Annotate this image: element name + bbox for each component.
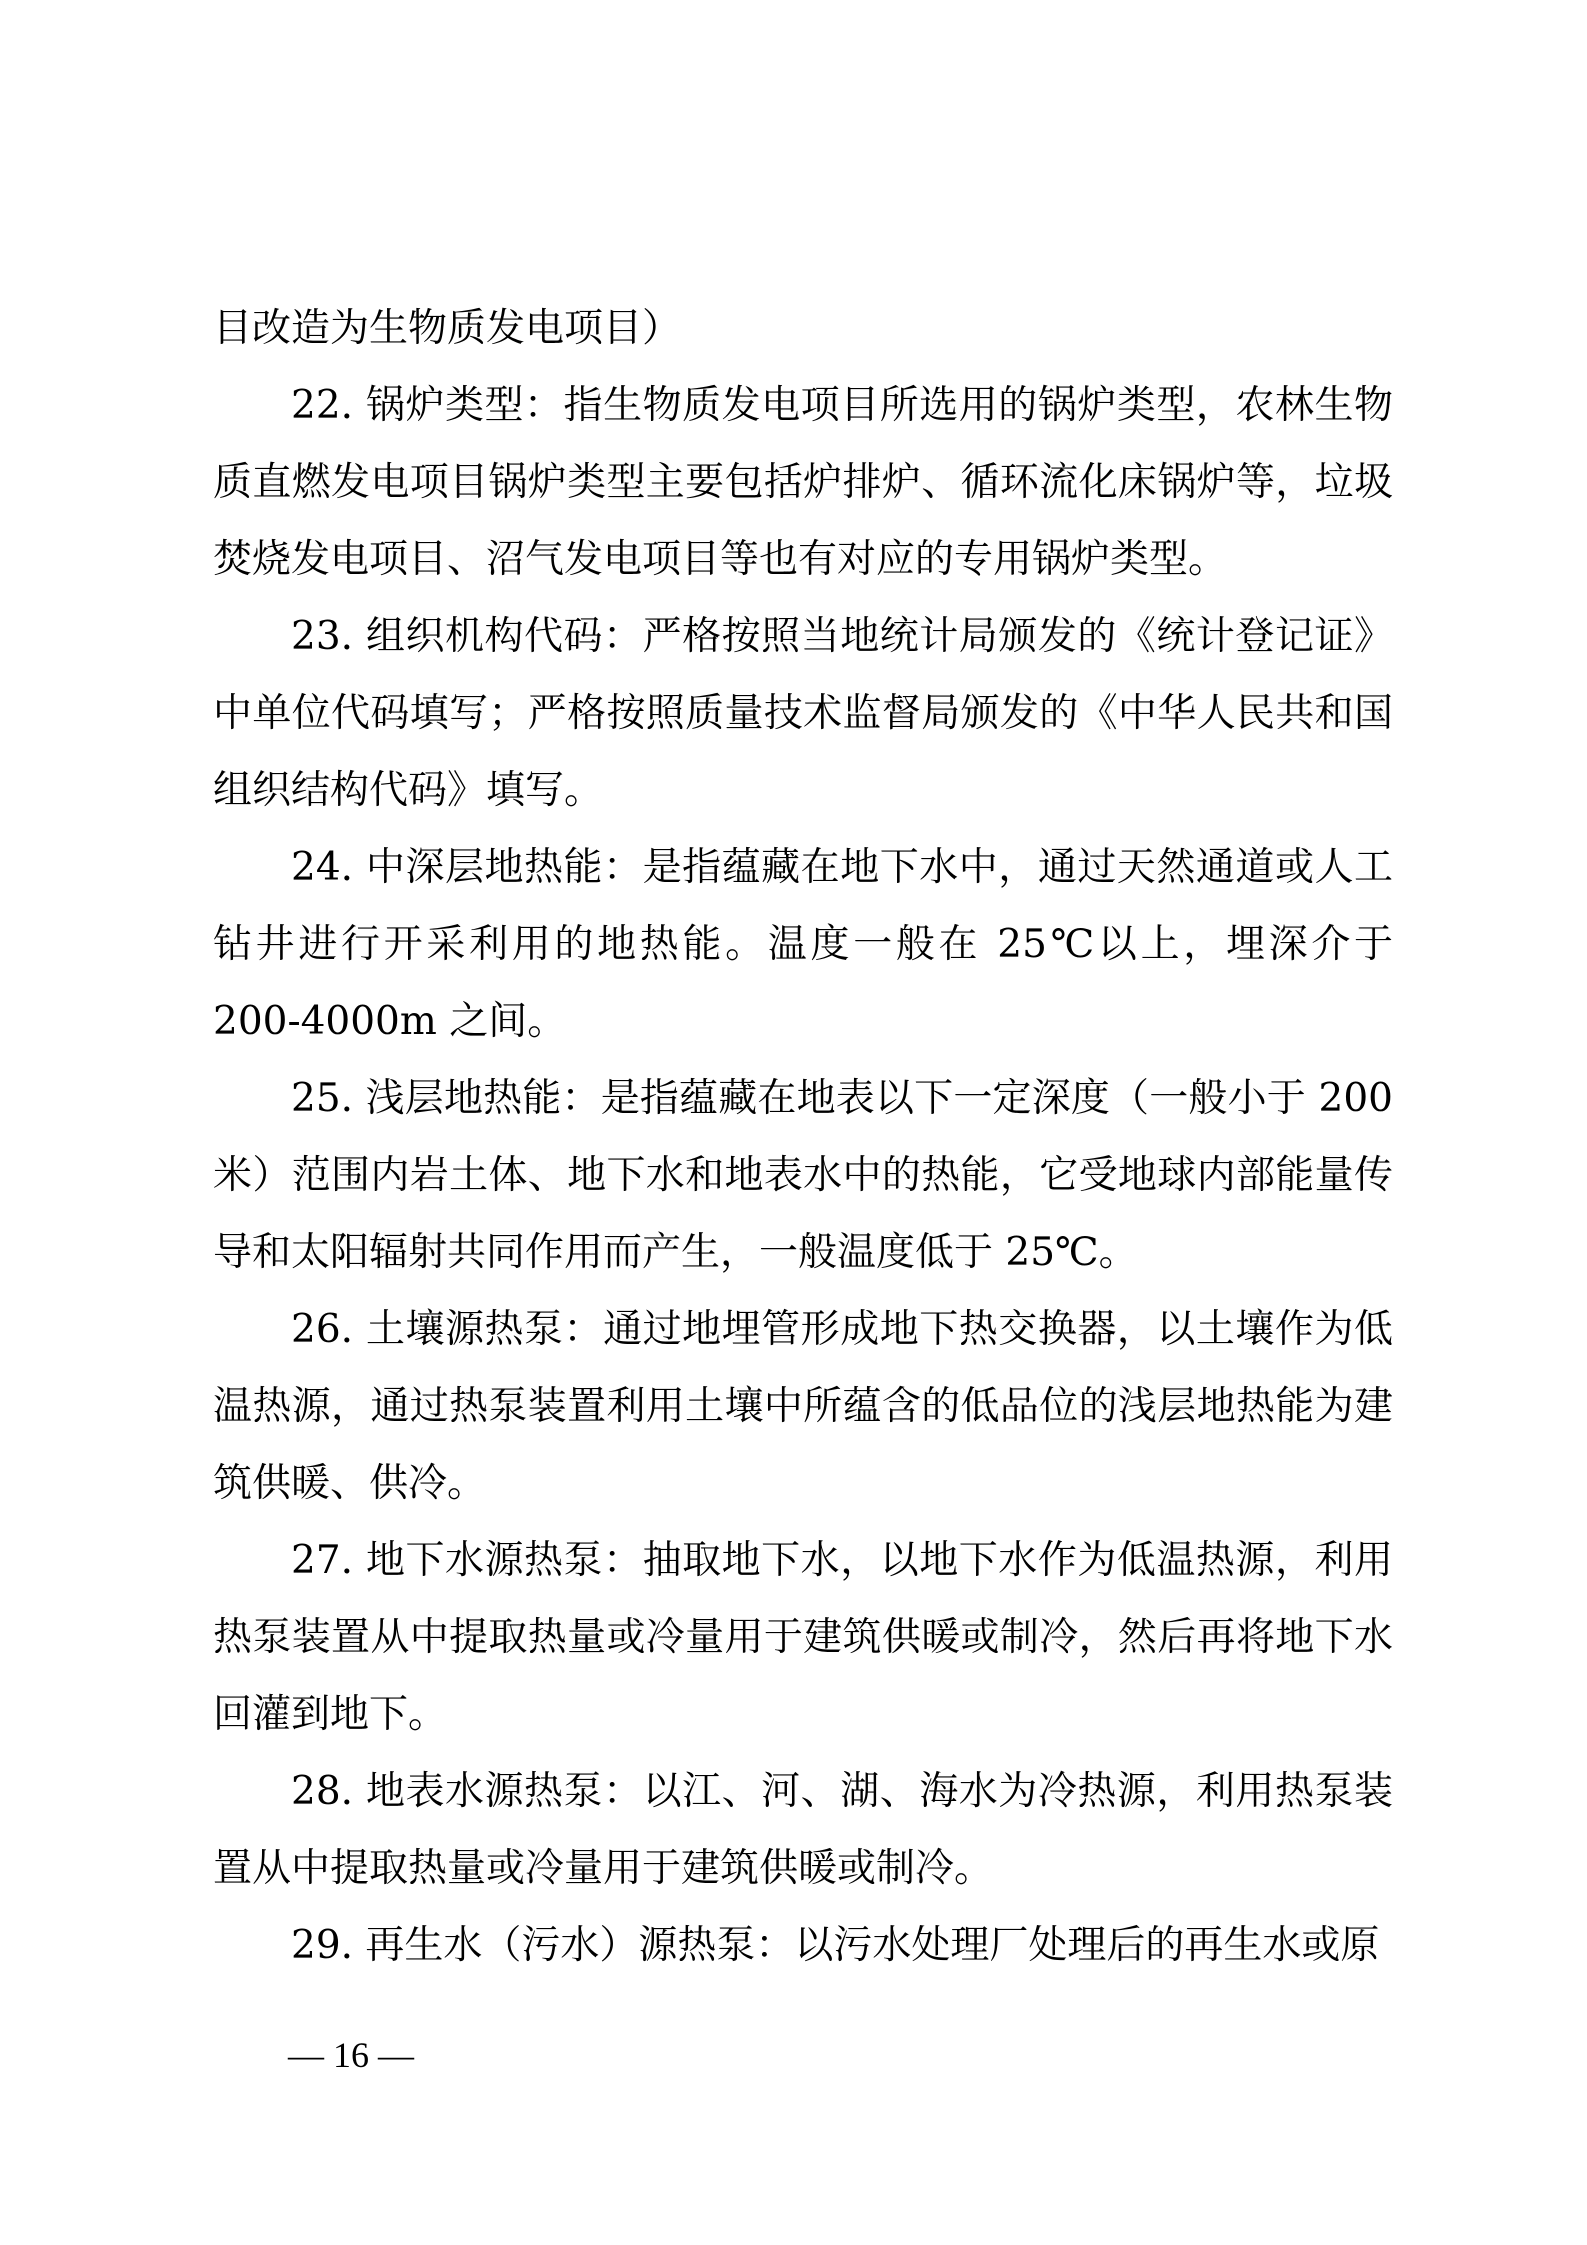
paragraph-boiler-type: 22. 锅炉类型：指生物质发电项目所选用的锅炉类型，农林生物质直燃发电项目锅炉类型主要包括炉排炉、循环流化床锅炉等，垃圾焚烧发电项目、沼气发电项目等也有对应的专用锅炉类型。 bbox=[213, 383, 1393, 582]
page-number: — 16 — bbox=[288, 2035, 414, 2075]
document-body bbox=[213, 290, 1393, 1984]
paragraph-reclaimed-water-heat-pump: 29. 再生水（污水）源热泵：以污水处理厂处理后的再生水或原 bbox=[291, 1923, 1380, 1968]
paragraph-surface-water-heat-pump: 28. 地表水源热泵：以江、河、湖、海水为冷热源，利用热泵装置从中提取热量或冷量用于建筑供暖或制冷。 bbox=[213, 1769, 1393, 1891]
paragraph-deep-geothermal: 24. 中深层地热能：是指蕴藏在地下水中，通过天然通道或人工钻井进行开采利用的地热能。温度一般在 25℃以上，埋深介于 200-4000m 之间。 bbox=[213, 845, 1393, 1044]
paragraph-groundwater-heat-pump: 27. 地下水源热泵：抽取地下水，以地下水作为低温热源，利用热泵装置从中提取热量或冷量用于建筑供暖或制冷，然后再将地下水回灌到地下。 bbox=[213, 1538, 1393, 1737]
paragraph-continuation: 目改造为生物质发电项目） bbox=[213, 306, 682, 351]
paragraph-shallow-geothermal: 25. 浅层地热能：是指蕴藏在地表以下一定深度（一般小于 200 米）范围内岩土体、地下水和地表水中的热能，它受地球内部能量传导和太阳辐射共同作用而产生，一般温度低于 25℃。 bbox=[213, 1076, 1393, 1275]
paragraph-ground-source-heat-pump: 26. 土壤源热泵：通过地埋管形成地下热交换器，以土壤作为低温热源，通过热泵装置利用土壤中所蕴含的低品位的浅层地热能为建筑供暖、供冷。 bbox=[213, 1307, 1393, 1506]
paragraph-organization-code: 23. 组织机构代码：严格按照当地统计局颁发的《统计登记证》中单位代码填写；严格按照质量技术监督局颁发的《中华人民共和国组织结构代码》填写。 bbox=[213, 614, 1393, 813]
